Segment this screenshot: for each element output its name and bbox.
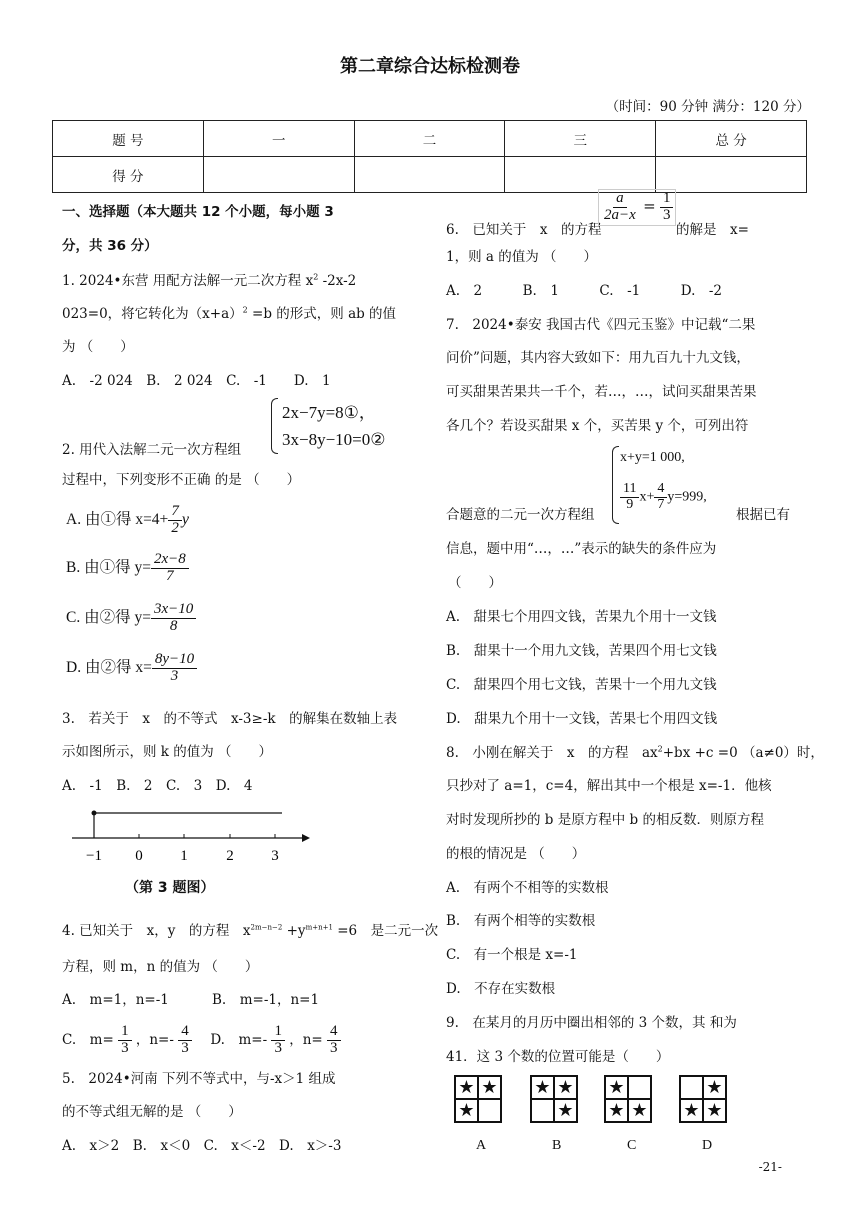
q6-line1-tail: 的解是 x=: [676, 222, 749, 238]
q1-text: =b 的形式，则 ab 的值: [247, 306, 397, 322]
section-heading-line1: 一、选择题（本大题共 12 个小题，每小题 3: [62, 204, 334, 220]
score-table-header-row: [53, 121, 807, 157]
q6-right-fraction: [660, 191, 674, 224]
q4-option-d-text: D. m=-: [210, 1031, 268, 1048]
q2-option-a: [66, 504, 189, 537]
q5-options: A. x＞2 B. x＜0 C. x＜-2 D. x＞-3: [62, 1138, 342, 1154]
star-icon: ★: [605, 1099, 628, 1122]
grid-label-c: C: [627, 1138, 637, 1153]
q7-system-brace: [612, 446, 619, 524]
numerator: a: [613, 191, 627, 208]
q7-line6: 信息，题中用“…，…”表示的缺失的条件应为: [446, 541, 717, 557]
star-icon: ★: [455, 1076, 478, 1099]
numerator: 1: [660, 191, 674, 208]
q7-option-c: C. 甜果四个用七文钱，苦果十一个用九文钱: [446, 677, 717, 693]
calendar-grid-b: [530, 1075, 578, 1123]
q8-option-a: A. 有两个不相等的实数根: [446, 880, 609, 896]
q2-option-b-fraction: [151, 552, 189, 585]
star-icon: ★: [703, 1076, 726, 1099]
q4-text: =6 是二元一次: [332, 923, 439, 939]
q7-option-b: B. 甜果十一个用九文钱，苦果四个用七文钱: [446, 643, 717, 659]
q8-option-b: B. 有两个相等的实数根: [446, 913, 596, 929]
q8-line4: 的根的情况是 （ ）: [446, 846, 586, 862]
q7-line1: 7. 2024•泰安 我国古代《四元玉鉴》中记载“二果: [446, 317, 756, 333]
q7-line3: 可买甜果苦果共一千个，若…，…，试问买甜果苦果: [446, 384, 757, 400]
grid-label-a: A: [476, 1138, 487, 1153]
q6-line2: 1，则 a 的值为 （ ）: [446, 249, 598, 265]
numerator: 7: [168, 504, 182, 521]
q7-line4: 各几个？若设买甜果 x 个，买苦果 y 个，可列出符: [446, 418, 749, 434]
q2-eq1: 2x−7y=8①，: [282, 403, 376, 422]
score-cell[interactable]: [505, 157, 656, 193]
numerator: 3x−10: [151, 602, 196, 619]
q4-option-c-text: C. m=: [62, 1031, 114, 1048]
q2-option-a-fraction: [168, 504, 182, 537]
score-table: [52, 120, 807, 193]
score-header-cell: 题 号: [53, 121, 204, 157]
score-header-cell: 三: [505, 121, 656, 157]
q4-option-b: B. m=-1，n=1: [212, 992, 320, 1008]
score-row-label: 得 分: [53, 157, 204, 193]
denominator: 3: [170, 667, 179, 684]
calendar-grid-c: [604, 1075, 652, 1123]
star-icon: ★: [703, 1099, 726, 1122]
q4-sup: 2m−n−2: [250, 923, 283, 932]
q1-text: 1. 2024•东营 用配方法解一元二次方程 x: [62, 273, 314, 289]
q2-option-d-fraction: [152, 652, 197, 685]
numerator: 8y−10: [152, 652, 197, 669]
q4-line1: [62, 919, 438, 939]
calendar-grid-a: [454, 1075, 502, 1123]
q7-line2: 问价”问题，其内容大致如下：用九百九十九文钱，: [446, 350, 750, 366]
q2-option-d-text: D. 由②得 x=: [66, 658, 152, 676]
denominator: 8: [169, 617, 178, 634]
page-title: 第二章综合达标检测卷: [340, 56, 520, 77]
q2-option-c-text: C. 由②得 y=: [66, 608, 151, 626]
axis-tick-label: 3: [271, 848, 279, 864]
q8-line1: [446, 741, 824, 761]
score-header-cell: 总 分: [656, 121, 807, 157]
q8-text: +bx +c =0 （a≠0）时，: [662, 745, 824, 761]
score-table-score-row: [53, 157, 807, 193]
q2-system-brace: [271, 398, 278, 454]
score-cell[interactable]: [203, 157, 354, 193]
q3-figure-caption: （第 3 题图）: [125, 880, 215, 896]
q2-option-c-fraction: [151, 602, 196, 635]
q4-sup: m+n+1: [305, 923, 333, 932]
q4-text: 4. 已知关于 x，y 的方程 x: [62, 923, 251, 939]
score-cell[interactable]: [354, 157, 505, 193]
star-icon: ★: [554, 1076, 577, 1099]
q5-line2: 的不等式组无解的是 （ ）: [62, 1104, 242, 1120]
q8-option-c: C. 有一个根是 x=-1: [446, 947, 578, 963]
axis-tick-label: 1: [180, 848, 188, 864]
section-heading-line2: 分，共 36 分）: [62, 238, 158, 254]
q7-eq-text: x+: [639, 489, 655, 505]
numerator: 1: [118, 1024, 132, 1041]
q8-line2: 只抄对了 a=1，c=4，解出其中一个根是 x=-1．他核: [446, 778, 772, 794]
denominator: 3: [121, 1039, 129, 1056]
score-header-cell: 二: [354, 121, 505, 157]
q2-line2: 过程中，下列变形不正确 的是 （ ）: [62, 472, 301, 488]
numerator: 4: [327, 1024, 341, 1041]
q1-line2: [62, 302, 396, 322]
axis-tick-label: 2: [226, 848, 234, 864]
time-info: （时间：90 分钟 满分：120 分）: [605, 99, 810, 115]
q4-text: +y: [282, 923, 306, 939]
q3-line2: 示如图所示，则 k 的值为 （ ）: [62, 744, 273, 760]
q4-options-cd: [62, 1024, 341, 1057]
q8-text: 8. 小刚在解关于 x 的方程 ax: [446, 745, 658, 761]
q1-sup: 2: [242, 305, 248, 315]
denominator: 3: [274, 1039, 282, 1056]
denominator: 2: [171, 519, 179, 536]
q7-line7: （ ）: [448, 575, 502, 591]
q2-option-a-var: y: [181, 510, 189, 528]
q8-sup: 2: [657, 744, 663, 754]
q2-eq2: 3x−8y−10=0②: [282, 430, 386, 449]
grid-label-b: B: [552, 1138, 562, 1153]
q7-eq-text: y=999,: [667, 489, 707, 505]
q7-line5-tail: 根据已有: [736, 507, 790, 523]
q9-line2: 41．这 3 个数的位置可能是（ ）: [446, 1049, 670, 1065]
q7-system-eq1: x+y=1 000,: [620, 450, 685, 465]
q7-fraction: [654, 482, 667, 512]
q2-option-c: [66, 602, 196, 635]
grid-label-d: D: [702, 1138, 713, 1153]
q2-option-a-text: A. 由①得 x=4+: [66, 510, 169, 528]
q5-line1: 5. 2024•河南 下列不等式中，与-x＞1 组成: [62, 1071, 336, 1087]
grid-cell: [628, 1076, 651, 1099]
q8-option-d: D. 不存在实数根: [446, 981, 556, 997]
page-number: -21-: [758, 1160, 782, 1174]
q3-options: A. -1 B. 2 C. 3 D. 4: [62, 778, 253, 794]
q7-system-eq2: [620, 482, 707, 512]
numerator: 11: [620, 482, 639, 498]
q4-option-a: A. m=1，n=-1: [62, 992, 169, 1008]
q1-line1: [62, 269, 356, 289]
q2-option-d: [66, 652, 197, 685]
numerator: 1: [271, 1024, 285, 1041]
number-line-figure: [64, 800, 324, 870]
score-cell[interactable]: [656, 157, 807, 193]
q6-line1: 6. 已知关于 x 的方程: [446, 222, 602, 238]
q2-option-b: [66, 552, 189, 585]
q4-option-d-text: ，n=: [289, 1031, 323, 1048]
q7-fraction: [620, 482, 639, 512]
axis-tick-label: 0: [135, 848, 143, 864]
denominator: 9: [626, 496, 634, 512]
q1-sup: 2: [313, 272, 319, 282]
numerator: 4: [654, 482, 667, 498]
q1-text: 023=0，将它转化为（x+a）: [62, 306, 243, 322]
q4-fraction: [327, 1024, 341, 1057]
denominator: 7: [166, 567, 174, 584]
q7-option-a: A. 甜果七个用四文钱，苦果九个用十一文钱: [446, 609, 717, 625]
axis-arrow: [302, 834, 310, 842]
q2-option-b-text: B. 由①得 y=: [66, 558, 151, 576]
grid-cell: [680, 1076, 703, 1099]
star-icon: ★: [455, 1099, 478, 1122]
q1-text: -2x-2: [318, 273, 357, 289]
denominator: 3: [662, 206, 671, 223]
score-header-cell: 一: [203, 121, 354, 157]
q8-line3: 对时发现所抄的 b 是原方程中 b 的相反数．则原方程: [446, 812, 764, 828]
star-icon: ★: [554, 1099, 577, 1122]
denominator: 2a−x: [604, 206, 636, 223]
q6-equation: $\frac{a}{2a-x}$ = $\frac{1}{3}$: [598, 189, 676, 226]
q6-left-fraction: [601, 191, 639, 224]
star-icon: ★: [478, 1076, 501, 1099]
star-icon: ★: [531, 1076, 554, 1099]
q6-options: A. 2 B. 1 C. -1 D. -2: [446, 283, 723, 299]
q7-line5: 合题意的二元一次方程组: [446, 507, 595, 523]
q7-option-d: D. 甜果九个用十一文钱，苦果七个用四文钱: [446, 711, 718, 727]
numerator: 4: [178, 1024, 192, 1041]
grid-cell: [531, 1099, 554, 1122]
q1-options: A. -2 024 B. 2 024 C. -1 D. 1: [62, 373, 331, 389]
q4-fraction: [178, 1024, 192, 1057]
q9-line1: 9. 在某月的月历中圈出相邻的 3 个数，其 和为: [446, 1015, 737, 1031]
q4-fraction: [118, 1024, 132, 1057]
q4-line2: 方程，则 m，n 的值为 （ ）: [62, 959, 259, 975]
solid-dot: [92, 811, 97, 816]
star-icon: ★: [605, 1076, 628, 1099]
denominator: 7: [657, 496, 665, 512]
denominator: 3: [181, 1039, 189, 1056]
axis-tick-label: −1: [86, 848, 102, 864]
q4-option-c-text: ，n=-: [135, 1031, 174, 1048]
numerator: 2x−8: [151, 552, 189, 569]
denominator: 3: [330, 1039, 338, 1056]
calendar-grid-d: [679, 1075, 727, 1123]
q2-line1: 2. 用代入法解二元一次方程组: [62, 442, 242, 458]
q3-line1: 3. 若关于 x 的不等式 x-3≥-k 的解集在数轴上表: [62, 711, 398, 727]
star-icon: ★: [628, 1099, 651, 1122]
grid-cell: [478, 1099, 501, 1122]
star-icon: ★: [680, 1099, 703, 1122]
q4-fraction: [271, 1024, 285, 1057]
q1-line3: 为 （ ）: [62, 339, 134, 355]
